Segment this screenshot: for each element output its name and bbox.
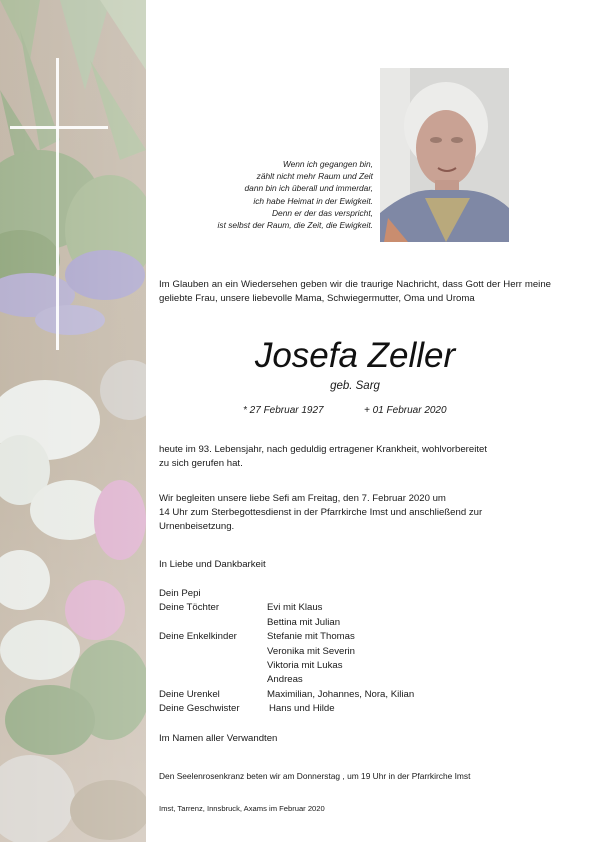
family-label: Dein Pepi bbox=[159, 588, 201, 599]
place-date: Imst, Tarrenz, Innsbruck, Axams im Februar 2020 bbox=[159, 804, 325, 813]
death-date: + 01 Februar 2020 bbox=[364, 405, 447, 416]
passing-line: heute im 93. Lebensjahr, nach geduldig ertragener Krankheit, wohlvorbereitet bbox=[159, 444, 487, 455]
poem-line: ich habe Heimat in der Ewigkeit. bbox=[253, 195, 373, 206]
family-label: Deine Töchter bbox=[159, 602, 220, 614]
funeral-line: 14 Uhr zum Sterbegottesdienst in der Pfarrkirche Imst und anschließend zur bbox=[159, 507, 483, 519]
garden-side-image bbox=[0, 0, 146, 842]
poem-line: zählt nicht mehr Raum und Zeit bbox=[256, 171, 373, 182]
poem-line: Denn er der das verspricht, bbox=[271, 207, 373, 218]
family-row bbox=[159, 673, 551, 687]
funeral-paragraph bbox=[159, 492, 554, 535]
family-value: Stefanie mit Thomas bbox=[267, 631, 355, 643]
family-row bbox=[159, 587, 551, 601]
cross-vertical-bar bbox=[56, 58, 59, 350]
family-label: Deine Urenkel bbox=[159, 688, 220, 700]
poem-line: Wenn ich gegangen bin, bbox=[282, 159, 373, 169]
family-row bbox=[159, 630, 551, 644]
funeral-line: Urnenbeisetzung. bbox=[159, 521, 235, 533]
family-list bbox=[159, 587, 551, 717]
cross-horizontal-bar bbox=[10, 126, 108, 129]
closing-love: In Liebe und Dankbarkeit bbox=[159, 559, 266, 570]
family-value: Viktoria mit Lukas bbox=[267, 659, 343, 671]
family-row bbox=[159, 645, 551, 659]
family-value: Bettina mit Julian bbox=[267, 616, 341, 628]
family-value: Veronika mit Severin bbox=[267, 645, 355, 657]
poem-line: ist selbst der Raum, die Zeit, die Ewigkeit. bbox=[217, 220, 373, 231]
family-row bbox=[159, 688, 551, 702]
deceased-name: Josefa Zeller bbox=[254, 336, 456, 375]
family-label: Deine Enkelkinder bbox=[159, 631, 237, 643]
rosary-notice: Den Seelenrosenkranz beten wir am Donnerstag , um 19 Uhr in der Pfarrkirche Imst bbox=[159, 771, 471, 781]
family-value: Andreas bbox=[267, 674, 303, 686]
relatives-line: Im Namen aller Verwandten bbox=[159, 733, 278, 744]
family-row bbox=[159, 616, 551, 630]
passing-paragraph bbox=[159, 443, 554, 471]
maiden-name: geb. Sarg bbox=[330, 380, 380, 392]
family-value: Hans und Hilde bbox=[269, 703, 335, 715]
family-row bbox=[159, 702, 551, 716]
birth-date: * 27 Februar 1927 bbox=[243, 405, 324, 416]
family-row bbox=[159, 659, 551, 673]
passing-line: zu sich gerufen hat. bbox=[159, 458, 243, 470]
family-value: Maximilian, Johannes, Nora, Kilian bbox=[267, 688, 415, 700]
portrait-illustration bbox=[380, 68, 509, 242]
family-value: Evi mit Klaus bbox=[267, 602, 323, 614]
funeral-line: Wir begleiten unsere liebe Sefi am Freitag, den 7. Februar 2020 um bbox=[159, 493, 446, 504]
portrait-photo bbox=[380, 68, 509, 242]
family-row bbox=[159, 601, 551, 615]
family-label: Deine Geschwister bbox=[159, 703, 240, 715]
poem-line: dann bin ich überall und immerdar, bbox=[244, 183, 373, 194]
poem bbox=[113, 158, 373, 231]
intro-paragraph: Im Glauben an ein Wiedersehen geben wir die traurige Nachricht, dass Gott der Herr meine geliebte Frau, unsere liebevolle Mama, Schwiegermutter, Oma und Uroma bbox=[159, 279, 551, 305]
